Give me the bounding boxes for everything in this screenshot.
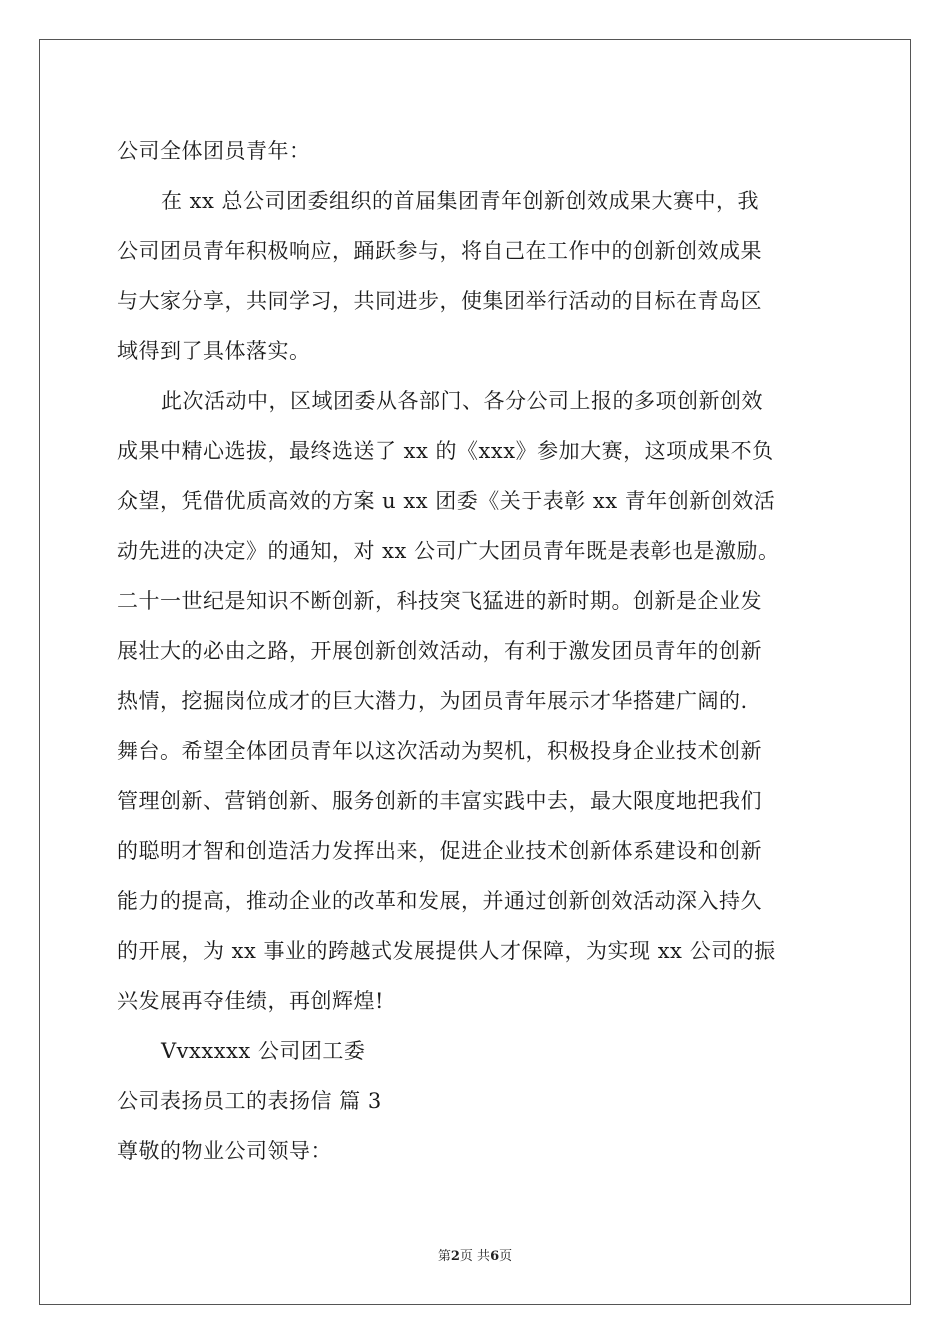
body-line: 在 xx 总公司团委组织的首届集团青年创新创效成果大赛中，我 [161,189,760,213]
body-line: 能力的提高，推动企业的改革和发展，并通过创新创效活动深入持久 [117,889,762,913]
signature-line: Vvxxxxx 公司团工委 [161,1039,366,1063]
body-line: 管理创新、营销创新、服务创新的丰富实践中去，最大限度地把我们 [117,789,762,813]
body-line: 的聪明才智和创造活力发挥出来，促进企业技术创新体系建设和创新 [117,839,762,863]
body-line: 舞台。希望全体团员青年以这次活动为契机，积极投身企业技术创新 [117,739,762,763]
current-page-number: 2 [450,1249,460,1264]
body-line: 与大家分享，共同学习，共同进步，使集团举行活动的目标在青岛区 [117,289,762,313]
body-line: 域得到了具体落实。 [117,339,311,363]
body-line: 二十一世纪是知识不断创新，科技突飞猛进的新时期。创新是企业发 [117,589,762,613]
body-line: 成果中精心选拔，最终选送了 xx 的《xxx》参加大赛，这项成果不负 [117,439,774,463]
body-line: 动先进的决定》的通知，对 xx 公司广大团员青年既是表彰也是激励。 [117,539,780,563]
page-prefix: 第 [437,1249,451,1264]
body-line: 公司团员青年积极响应，踊跃参与，将自己在工作中的创新创效成果 [117,239,762,263]
total-page-number: 6 [490,1249,500,1264]
salutation-line: 尊敬的物业公司领导： [117,1139,332,1163]
salutation-line: 公司全体团员青年： [117,139,311,163]
body-line: 热情，挖掘岗位成才的巨大潜力，为团员青年展示才华搭建广阔的. [117,689,748,713]
section-heading: 公司表扬员工的表扬信 篇 3 [117,1089,382,1113]
body-line: 展壮大的必由之路，开展创新创效活动，有利于激发团员青年的创新 [117,639,762,663]
body-line: 的开展，为 xx 事业的跨越式发展提供人才保障，为实现 xx 公司的振 [117,939,776,963]
body-line: 众望，凭借优质高效的方案 u xx 团委《关于表彰 xx 青年创新创效活 [117,489,776,513]
page-border [39,39,911,1305]
body-line: 兴发展再夺佳绩，再创辉煌! [117,989,384,1013]
body-line: 此次活动中，区域团委从各部门、各分公司上报的多项创新创效 [161,389,763,413]
page-number-footer [0,1245,950,1264]
page-mid: 页 共 [459,1249,491,1264]
page-suffix: 页 [499,1249,513,1264]
